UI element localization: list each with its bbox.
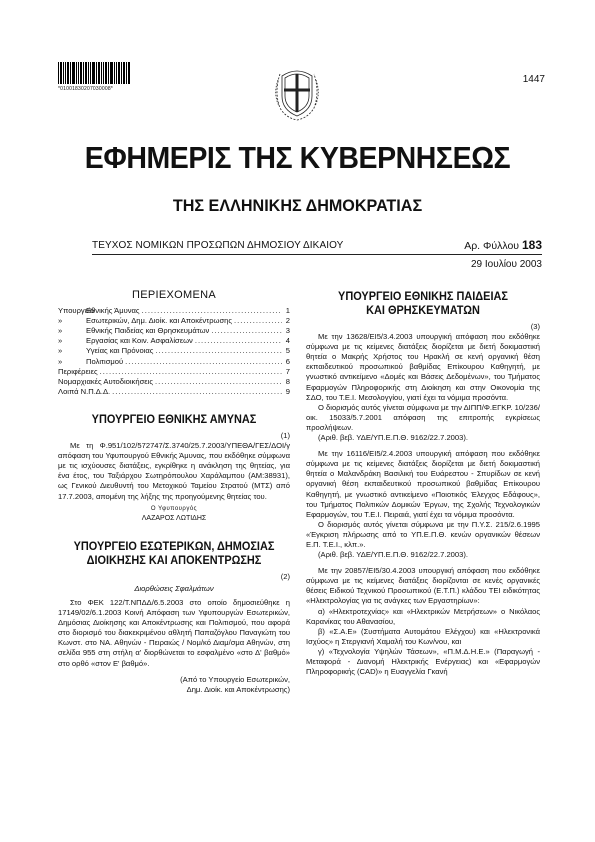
toc-heading: ΠΕΡΙΕΧΟΜΕΝΑ bbox=[132, 289, 216, 301]
issue-date: 29 Ιουλίου 2003 bbox=[471, 259, 542, 270]
sheet-label: Αρ. Φύλλου bbox=[464, 240, 520, 252]
education-paragraph: Με την 20857/ΕΙ5/30.4.2003 υπουργική απόφαση που εκδόθηκε σύμφωνα με τις κείμενες διατάξεις διορίζονται σε κενές οργανικές θέσεις Ειδικού Τεχνικού Προσωπικού (Ε.Τ.Π.) κλάδου ΤΕΙ ειδικότητας «Ηλεκτρολογίας για τις ανάγκες των Εργαστηρίων»: bbox=[306, 566, 540, 606]
page-number: 1447 bbox=[522, 74, 545, 85]
education-paragraph: α) «Ηλεκτροτεχνίας» και «Ηλεκτρικών Μετρήσεων» ο Νικόλαος Καρανίκας του Αθανασίου, bbox=[306, 606, 540, 626]
toc-item[interactable]: » Εργασίας και Κοιν. Ασφαλίσεων ..... 4 bbox=[58, 336, 290, 346]
education-heading-2: ΚΑΙ ΘΡΗΣΚΕΥΜΑΤΩΝ bbox=[366, 305, 480, 317]
coat-of-arms-icon bbox=[270, 62, 324, 122]
education-paragraph: β) «Σ.Α.Ε» (Συστήματα Αυτομάτου Ελέγχου) και «Ηλεκτρονικά Ισχύος» η Στεργιανή Χαμαλή του Κων/νου, και bbox=[306, 626, 540, 646]
header-rule bbox=[92, 254, 542, 255]
education-paragraph: (Αριθ. βεβ. ΥΔΕ/ΥΠ.Ε.Π.Θ. 9162/22.7.2003). bbox=[318, 433, 468, 443]
education-paragraph: Με την 16116/ΕΙ5/2.4.2003 υπουργική απόφαση που εκδόθηκε σύμφωνα με τις κείμενες διατάξεις διορίζεται με διετή δοκιμαστική θητεία ο Μαλανδράκη Βασιλική του Ευάρεστου - Σπυρίδων σε κενή οργανική θέση εκπαιδευτικού προσωπικού βαθμίδας Επίκουρου Καθηγητή, με γνωστικό αντικείμενο «Ποιοτικός Έλεγχος Εδάφους», του Τμήματος Πολιτικών Δομικών Έργων, της Σχολής Τεχνολογικών Εφαρμογών, του Τ.Ε.Ι. Πειραιά, γιατί έχει τα νόμιμα προσόντα. bbox=[306, 449, 540, 519]
education-paragraph: Ο διορισμός αυτός γίνεται σύμφωνα με την Π.Υ.Σ. 215/2.6.1995 «Έγκριση πλήρωσης από το ΥΠ.Ε.Π.Θ. κενών οργανικών θέσεων Ε.Π. Τ.Ε.Ι., κλπ.». bbox=[306, 519, 540, 549]
republic-subtitle: ΤΗΣ ΕΛΛΗΝΙΚΗΣ ΔΗΜΟΚΡΑΤΙΑΣ bbox=[172, 196, 423, 215]
toc-item[interactable]: » Υγείας και Πρόνοιας ..... 5 bbox=[58, 346, 290, 356]
toc-list bbox=[58, 306, 290, 397]
education-paragraph: γ) «Τεχνολογία Υψηλών Τάσεων», «Π.Μ.Δ.Η.Ε.» (Παραγωγή - Μεταφορά - Διανομή Ηλεκτρικής Ενέργειας) και «Εφαρμογών Πληροφορικής (CAD)» η Ευαγγελία Γκανή bbox=[306, 646, 540, 677]
defense-text: Με τη Φ.951/102/572747/Σ.3740/25.7.2003/ΥΠΕΘΑ/ΓΕΣ/ΔΟΙ/γ απόφαση του Υφυπουργού Εθνικής Άμυνας, που εκδόθηκε σύμφωνα με τις ισχύουσες διατάξεις, εγκρίθηκε η ανάκληση της θητείας, για ένα έτος, του Ταξιάρχου Σωτηρόπουλου Χαράλαμπου (ΑΜ:38931), ως Γενικού Διευθυντή του Μετοχικού Ταμείου Στρατού (ΜΤΣ) από 17.7.2003, απομένη της λήξης της προηγούμενης θητείας του. bbox=[58, 441, 290, 501]
toc-item[interactable]: » Εσωτερικών, Δημ. Διοίκ. και Αποκέντρωσης ..... 2 bbox=[58, 316, 290, 326]
toc-item[interactable]: » Πολιτισμού ..... 6 bbox=[58, 357, 290, 367]
education-paragraph: Ο διορισμός αυτός γίνεται σύμφωνα με την ΔΙΠΠ/Φ.ΕΓΚΡ. 10/236/οικ. 15033/5.7.2001 απόφαση της επιτροπής εγκρίσεως προσλήψεων. bbox=[306, 402, 540, 432]
education-heading-1: ΥΠΟΥΡΓΕΙΟ ΕΘΝΙΚΗΣ ΠΑΙΔΕΙΑΣ bbox=[338, 291, 508, 303]
left-column bbox=[58, 290, 290, 695]
interior-heading-2: ΔΙΟΙΚΗΣΗΣ ΚΑΙ ΑΠΟΚΕΝΤΡΩΣΗΣ bbox=[86, 554, 262, 567]
toc-item[interactable]: » Εθνικής Παιδείας και Θρησκευμάτων ..... 3 bbox=[58, 326, 290, 336]
right-column bbox=[306, 290, 540, 677]
interior-heading-1: ΥΠΟΥΡΓΕΙΟ ΕΣΩΤΕΡΙΚΩΝ, ΔΗΜΟΣΙΑΣ bbox=[73, 540, 275, 553]
barcode-number: *01001830207030008* bbox=[58, 86, 113, 92]
sheet-number bbox=[464, 238, 542, 252]
interior-text: Στο ΦΕΚ 122/Τ.ΝΠΔΔ/6.5.2003 στο οποίο δημοσιεύθηκε η 17149/02/6.1.2003 Κοινή Απόφαση των Υφυπουργών Εσωτερικών, Δημόσιας Διοίκησης και Αποκέντρωσης και Πολιτισμού, που αφορά στο διορισμό του διακεκριμένου αθλητή Παπαζόγλου Παναγιώτη του Κωνστ. στο ΝΑ. Αθηνών - Πειραιώς / Νομ/κό Διαμ/σμα Αθηνών, στη σελίδα 955 στη στήλη α' διορθώνεται το εσφαλμένο «στο Δ' βαθμό» στο ορθό «στον Ε' βαθμό». bbox=[58, 597, 290, 668]
toc-item[interactable]: ΥπουργείοΕθνικής Άμυνας ..... 1 bbox=[58, 306, 290, 316]
defense-heading: ΥΠΟΥΡΓΕΙΟ ΕΘΝΙΚΗΣ ΑΜΥΝΑΣ bbox=[91, 413, 257, 426]
corrections-subtitle: Διορθώσεις Σφαλμάτων bbox=[134, 583, 214, 593]
toc-item[interactable]: Περιφέρειες ..... 7 bbox=[58, 367, 290, 377]
toc-item[interactable]: Νομαρχιακές Αυτοδιοικήσεις ..... 8 bbox=[58, 377, 290, 387]
source-note-1: (Από το Υπουργείο Εσωτερικών, bbox=[180, 674, 290, 684]
decision-number: (2) bbox=[280, 571, 290, 581]
gazette-title: ΕΦΗΜΕΡΙΣ ΤΗΣ ΚΥΒΕΡΝΗΣΕΩΣ bbox=[84, 140, 511, 175]
decision-number: (1) bbox=[280, 430, 290, 440]
signatory-name: ΛΑΖΑΡΟΣ ΛΩΤΙΔΗΣ bbox=[141, 514, 207, 522]
issue-type: ΤΕΥΧΟΣ ΝΟΜΙΚΩΝ ΠΡΟΣΩΠΩΝ ΔΗΜΟΣΙΟΥ ΔΙΚΑΙΟΥ bbox=[92, 240, 344, 251]
education-paragraph: Με την 13628/ΕΙ5/3.4.2003 υπουργική απόφαση που εκδόθηκε σύμφωνα με τις κείμενες διατάξεις διορίζεται με διετή δοκιμαστική θητεία ο Μακρής Χρήστος του Ηρακλή σε κενή οργανική θέση εκπαιδευτικού προσωπικού βαθμίδας Επίκουρου Καθηγητή, με γνωστικό αντικείμενο «Δομές και Βάσεις Δεδομένων», του Τμήματος Εφαρμογών Πληροφορικής στη Διοίκηση και στην Οικονομία της ΣΔΟ, του Τ.Ε.Ι. Μεσολογγίου, γιατί έχει τα νόμιμα προσόντα. bbox=[306, 332, 540, 402]
sheet-value: 183 bbox=[521, 238, 542, 252]
toc-item[interactable]: Λοιπά Ν.Π.Δ.Δ. ..... 9 bbox=[58, 387, 290, 397]
decision-number: (3) bbox=[530, 322, 540, 331]
source-note-2: Δημ. Διοίκ. και Αποκέντρωσης) bbox=[186, 684, 290, 694]
barcode bbox=[58, 62, 130, 84]
signatory-title: Ο Υφυπουργός bbox=[150, 505, 198, 512]
education-paragraph: (Αριθ. βεβ. ΥΔΕ/ΥΠ.Ε.Π.Θ. 9162/22.7.2003). bbox=[318, 550, 468, 560]
